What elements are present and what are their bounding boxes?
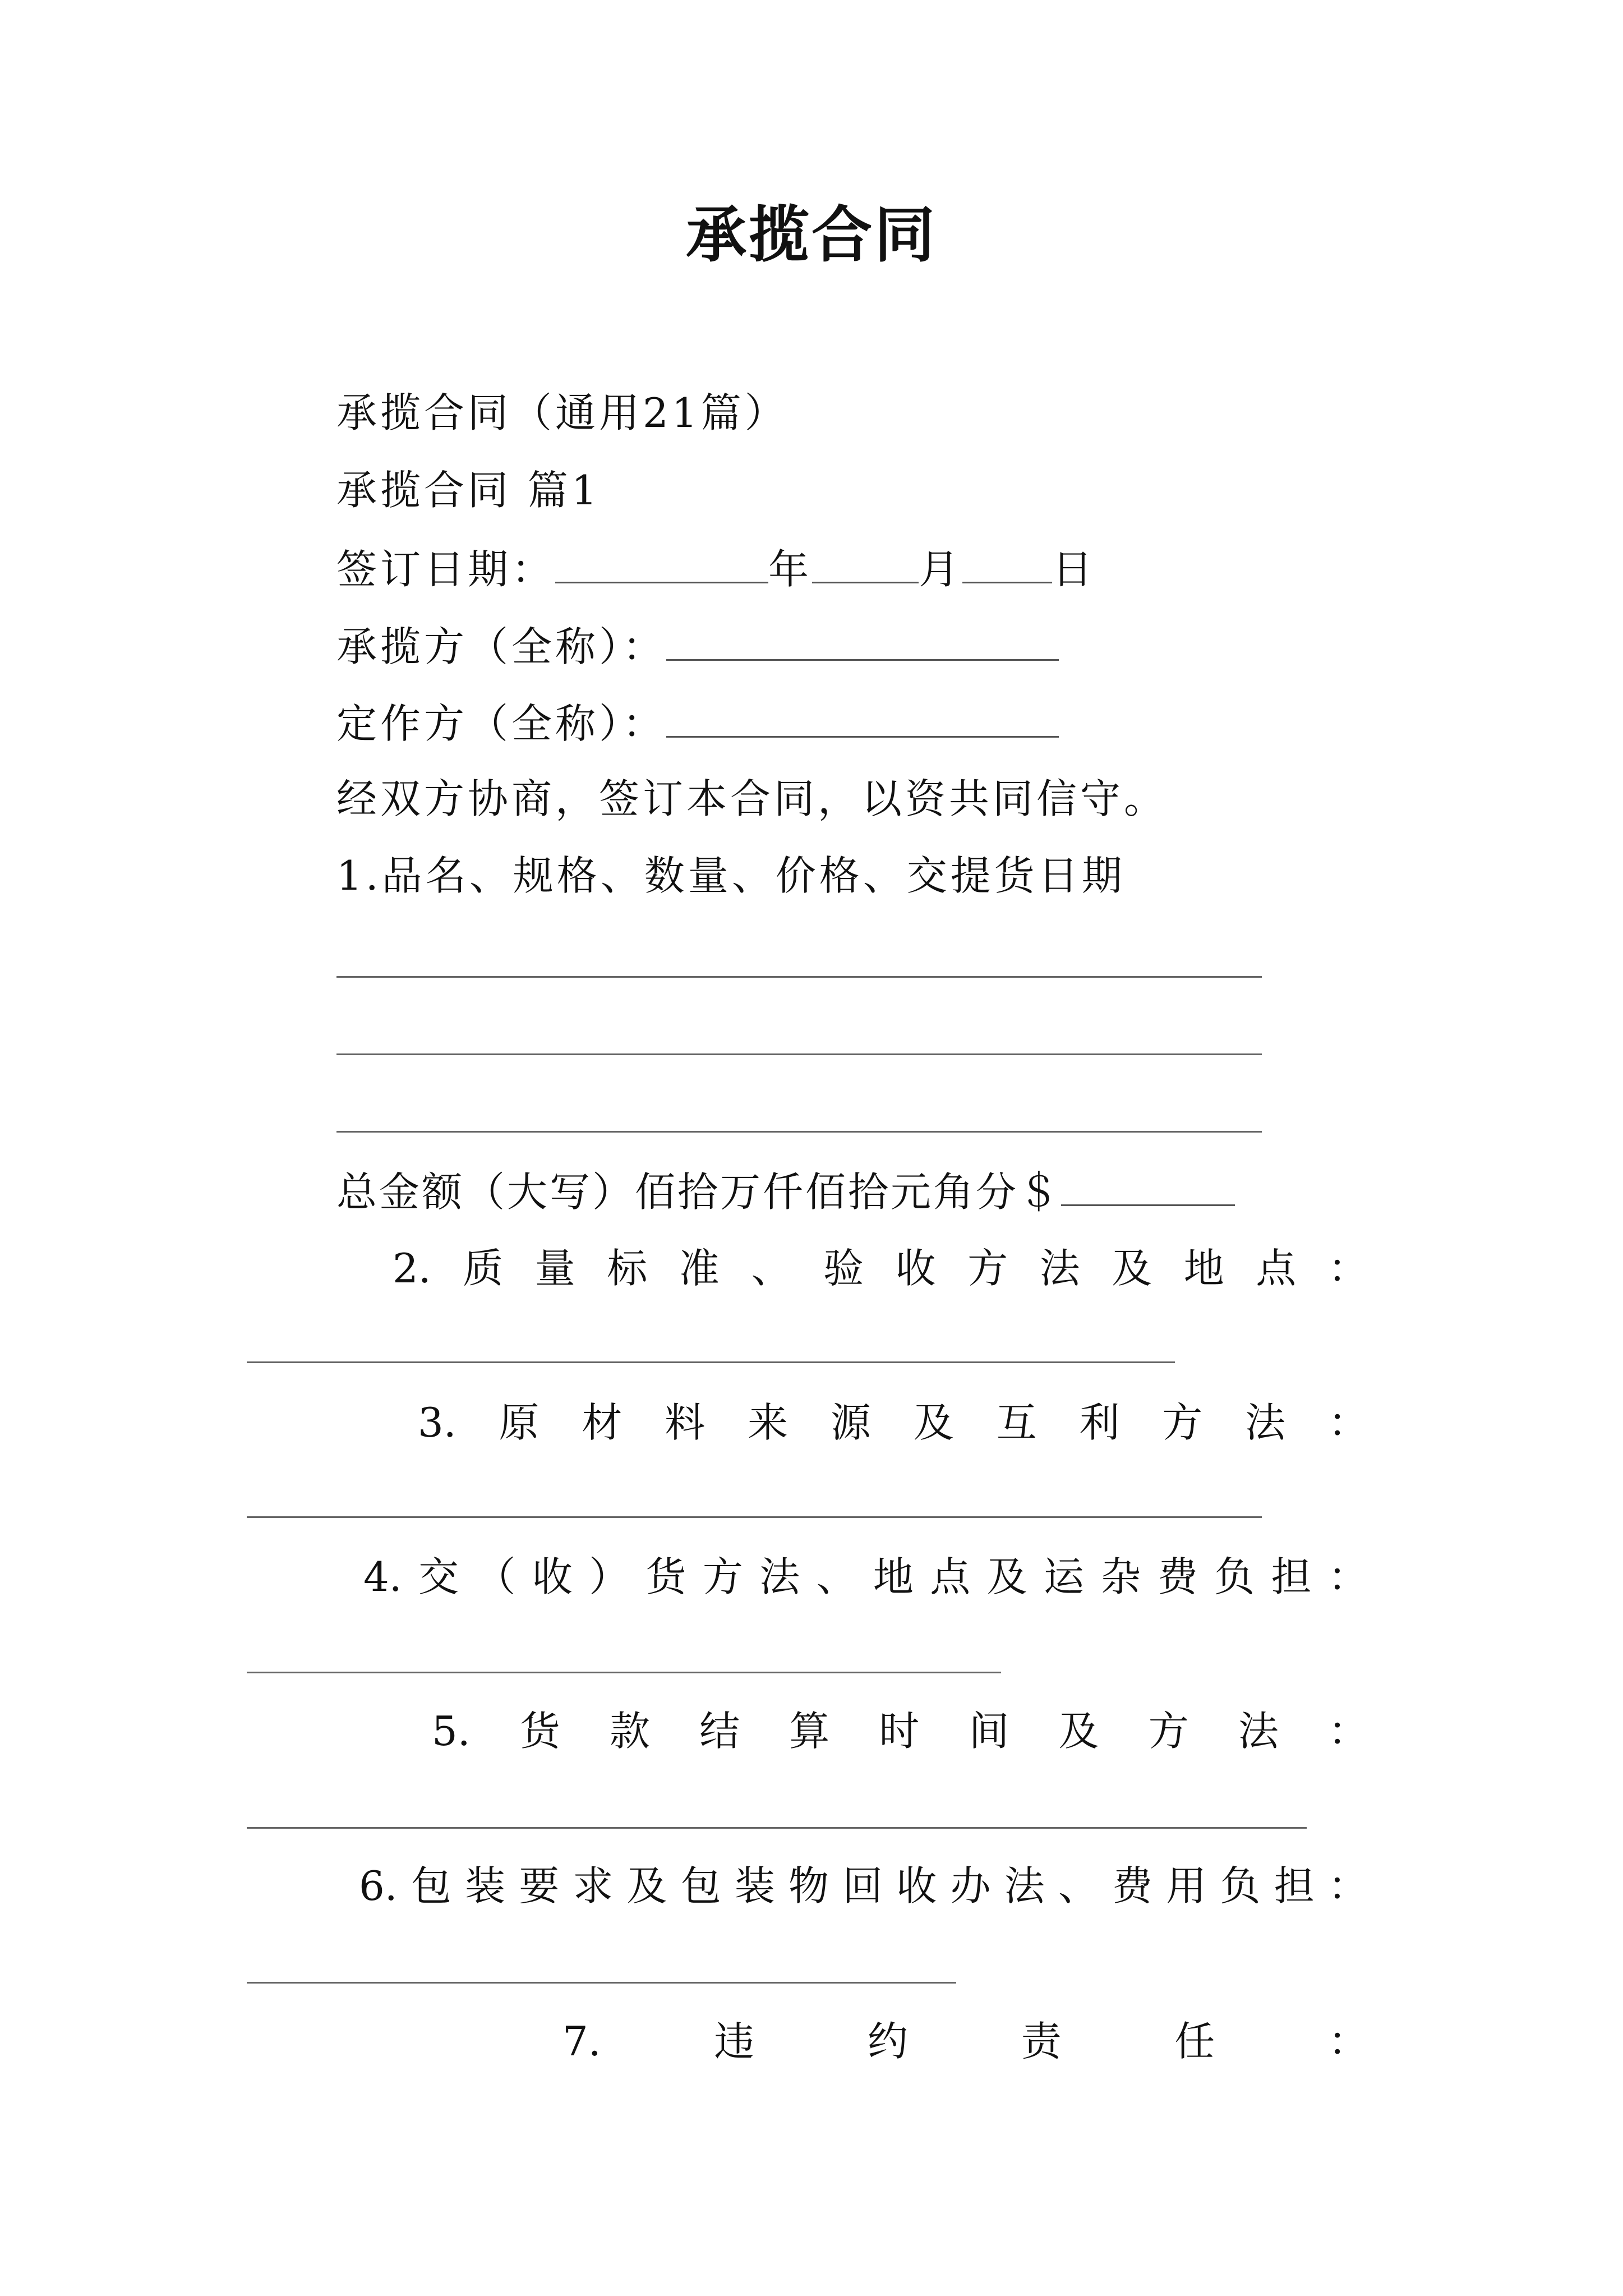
- clause-char: 款: [609, 1708, 650, 1755]
- clause-char: 、: [816, 1553, 857, 1600]
- item-1-blank-line-1[interactable]: [336, 976, 1262, 978]
- clause-5-heading: [432, 1708, 1368, 1755]
- ordering-party-label: 定作方（全称）：: [336, 700, 667, 747]
- clause-number: 7.: [562, 2018, 601, 2065]
- clause-char: 用: [1166, 1862, 1207, 1910]
- clause-char: 质: [463, 1245, 504, 1292]
- clause-char: 材: [582, 1399, 623, 1446]
- clause-char: 利: [1079, 1399, 1120, 1446]
- clause-char: 准: [679, 1245, 720, 1292]
- clause-char: 时: [879, 1708, 920, 1755]
- clause-char: 方: [1162, 1399, 1203, 1446]
- clause-char: 杂: [1100, 1553, 1141, 1600]
- total-amount-blank[interactable]: [1061, 1170, 1235, 1206]
- clause-char: 包: [680, 1862, 721, 1910]
- clause-char: 约: [868, 2018, 909, 2065]
- clause-char: 法: [1245, 1399, 1286, 1446]
- clause-char: 费: [1157, 1553, 1198, 1600]
- clause-char: 方: [1148, 1708, 1189, 1755]
- clause-char: 交: [418, 1553, 459, 1600]
- sign-date-day-blank[interactable]: [962, 547, 1052, 583]
- intro-title: 承揽合同（通用21篇）: [336, 389, 789, 436]
- clause-number: 4.: [363, 1553, 402, 1600]
- item-1-blank-line-3[interactable]: [336, 1131, 1262, 1133]
- ordering-party-name-blank[interactable]: [666, 701, 1059, 738]
- clause-char: 来: [748, 1399, 789, 1446]
- clause-char: 方: [967, 1245, 1008, 1292]
- contractor-line: [336, 623, 1059, 670]
- clause-char: 法: [1004, 1862, 1045, 1910]
- clause-char: 法: [1238, 1708, 1279, 1755]
- contractor-label: 承揽方（全称）：: [336, 623, 667, 670]
- clause-char: 、: [1058, 1862, 1099, 1910]
- clause-char: 及: [986, 1553, 1027, 1600]
- clause-char: 、: [751, 1245, 792, 1292]
- clause-char: 货: [645, 1553, 686, 1600]
- clause-3-heading: [418, 1399, 1368, 1446]
- section-title: 承揽合同 篇1: [336, 467, 601, 514]
- clause-char: 量: [534, 1245, 575, 1292]
- clause-char: 装: [465, 1862, 506, 1910]
- item-1-heading: 1.品名、规格、数量、价格、交提货日期: [336, 852, 1126, 899]
- clause-char: 负: [1214, 1553, 1255, 1600]
- clause-char: ）: [589, 1553, 630, 1600]
- clause-char: ：: [1327, 1708, 1368, 1755]
- clause-number: 2.: [393, 1245, 431, 1292]
- clause-char: 结: [699, 1708, 740, 1755]
- clause-char: 回: [842, 1862, 883, 1910]
- clause-char: 收: [896, 1862, 937, 1910]
- clause-char: 物: [789, 1862, 829, 1910]
- clause-char: ：: [1327, 2018, 1368, 2065]
- clause-2-heading: [393, 1245, 1368, 1292]
- clause-char: 包: [411, 1862, 451, 1910]
- clause-char: 求: [573, 1862, 614, 1910]
- clause-char: 原: [499, 1399, 540, 1446]
- clause-char: 货: [519, 1708, 560, 1755]
- clause-char: 法: [759, 1553, 800, 1600]
- clause-char: 点: [1256, 1245, 1297, 1292]
- clause-char: 装: [734, 1862, 775, 1910]
- clause-char: 费: [1112, 1862, 1153, 1910]
- clause-number: 5.: [432, 1708, 471, 1755]
- clause-char: 担: [1274, 1862, 1315, 1910]
- clause-char: 算: [789, 1708, 830, 1755]
- clause-char: 责: [1021, 2018, 1062, 2065]
- total-amount-label: 总金额（大写）佰拾万仟佰拾元角分＄: [336, 1168, 1062, 1216]
- document-title: 承揽合同: [685, 200, 937, 270]
- clause-char: 及: [1058, 1708, 1099, 1755]
- clause-char: 及: [626, 1862, 667, 1910]
- clause-5-blank-line[interactable]: [247, 1827, 1307, 1829]
- clause-char: 点: [930, 1553, 971, 1600]
- clause-char: 料: [665, 1399, 706, 1446]
- clause-char: 收: [895, 1245, 936, 1292]
- clause-char: 收: [532, 1553, 573, 1600]
- clause-7-heading: [562, 2018, 1368, 2065]
- clause-number: 6.: [359, 1862, 398, 1910]
- clause-char: 验: [823, 1245, 864, 1292]
- sign-date-day: 日: [1052, 546, 1096, 593]
- clause-char: ：: [1327, 1399, 1368, 1446]
- clause-char: 运: [1044, 1553, 1085, 1600]
- clause-char: ：: [1327, 1245, 1368, 1292]
- total-amount-line: [336, 1168, 1235, 1216]
- clause-char: 办: [950, 1862, 991, 1910]
- sign-date-year: 年: [768, 546, 813, 593]
- clause-6-blank-line[interactable]: [247, 1982, 956, 1984]
- clause-char: 地: [873, 1553, 914, 1600]
- sign-date-month-blank[interactable]: [812, 547, 919, 583]
- clause-char: ：: [1327, 1862, 1368, 1910]
- clause-6-heading: [359, 1862, 1368, 1910]
- item-1-blank-line-2[interactable]: [336, 1053, 1262, 1055]
- clause-char: 法: [1039, 1245, 1080, 1292]
- clause-number: 3.: [418, 1399, 457, 1446]
- clause-char: 地: [1183, 1245, 1224, 1292]
- clause-char: 源: [830, 1399, 871, 1446]
- clause-char: 担: [1271, 1553, 1312, 1600]
- clause-char: （: [475, 1553, 516, 1600]
- clause-char: 标: [607, 1245, 648, 1292]
- clause-char: 违: [714, 2018, 755, 2065]
- clause-4-heading: [363, 1553, 1368, 1600]
- ordering-party-line: [336, 700, 1059, 747]
- clause-char: 互: [996, 1399, 1037, 1446]
- clause-char: 要: [519, 1862, 560, 1910]
- sign-date-month: 月: [919, 546, 963, 593]
- sign-date-label: 签订日期：: [336, 546, 556, 593]
- clause-char: 及: [1112, 1245, 1152, 1292]
- sign-date-line: [336, 546, 1096, 593]
- clause-char: 任: [1174, 2018, 1215, 2065]
- clause-char: 间: [969, 1708, 1009, 1755]
- clause-2-blank-line[interactable]: [247, 1361, 1175, 1363]
- sign-date-year-blank[interactable]: [555, 547, 768, 583]
- clause-4-blank-line[interactable]: [247, 1672, 1001, 1673]
- clause-char: 及: [913, 1399, 954, 1446]
- agreement-sentence: 经双方协商，签订本合同，以资共同信守。: [336, 775, 1168, 822]
- clause-3-blank-line[interactable]: [247, 1516, 1262, 1518]
- clause-char: 负: [1220, 1862, 1261, 1910]
- contractor-name-blank[interactable]: [666, 624, 1059, 661]
- clause-char: ：: [1327, 1553, 1368, 1600]
- clause-char: 方: [702, 1553, 743, 1600]
